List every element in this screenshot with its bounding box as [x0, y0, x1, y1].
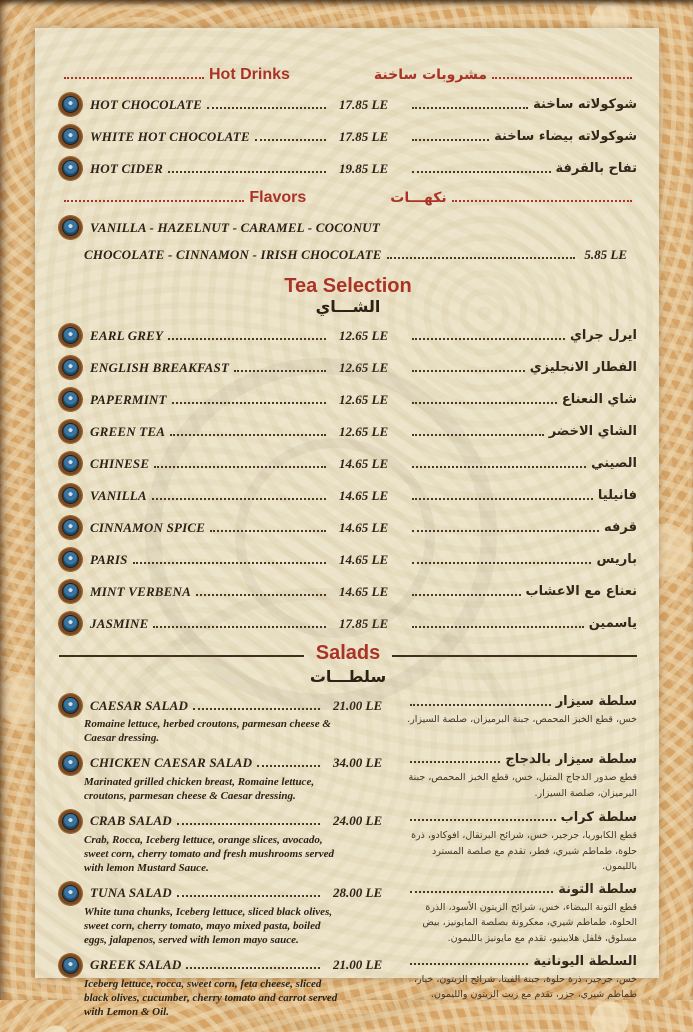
item-name-ar: السلطة اليونانية: [533, 953, 637, 969]
leader-dots: [255, 139, 326, 141]
salad-english-column: [59, 954, 401, 1020]
leader-dots: [193, 708, 320, 710]
item-price: 14.65 LE: [339, 583, 389, 599]
menu-item-row: [59, 93, 637, 116]
item-name-en: MINT VERBENA: [90, 583, 192, 599]
leader-dots: [412, 107, 528, 109]
leader-dots: [207, 107, 326, 109]
salad-item-block: [59, 882, 637, 948]
item-name-en: HOT CHOCOLATE: [90, 96, 203, 112]
leader-dots: [452, 200, 632, 202]
flavors-line-2: [84, 247, 627, 263]
item-arabic-cell: [407, 456, 637, 471]
item-description-en: Iceberg lettuce, rocca, sweet corn, feta cheese, sliced black olives, cucumber, cherry tomato and carrot served with Lemon & Oil.: [84, 977, 338, 1018]
leader-dots: [196, 594, 326, 596]
leader-dots: [412, 498, 593, 500]
leader-dots: [172, 402, 326, 404]
leader-dots: [410, 891, 553, 893]
item-description-ar: قطع التونة البيضاء، خس، شرائح الزيتون الأسود، الذرة الحلوة، طماطم شيري، معكرونة بصلصة المايونيز، بيض مسلوق، فلفل هلابينيو، تقدم مع مايونيز بالليمون.: [422, 901, 637, 945]
item-arabic-cell: [407, 328, 637, 343]
leader-dots: [210, 530, 326, 532]
leader-dots: [177, 895, 320, 897]
section-header-tea: [59, 275, 637, 316]
item-description-ar: قطع الكابوريا، جرجير، خس، شرائح البرتقال، افوكادو، ذرة حلوة، طماطم شيري، فطر، تقدم مع صلصة المسترد بالليمون.: [411, 829, 637, 873]
salad-title-row: [59, 882, 401, 905]
item-arabic-cell: [407, 584, 637, 599]
item-description-en: Marinated grilled chicken breast, Romaine lettuce, croutons, parmesan cheese & Caesar dressing.: [84, 775, 315, 802]
menu-item-row: [59, 388, 637, 411]
leader-dots: [410, 963, 528, 965]
medallion-bullet-icon: [59, 954, 82, 977]
item-name-en: TUNA SALAD: [90, 885, 172, 901]
item-description-en: Romaine lettuce, herbed croutons, parmesan cheese & Caesar dressing.: [84, 718, 331, 744]
leader-dots: [64, 77, 204, 79]
item-name-ar: شاي النعناع: [561, 392, 637, 407]
leader-dots: [412, 402, 557, 404]
flavors-line-1: [59, 216, 637, 239]
leader-dots: [387, 257, 576, 259]
item-name-ar: فانيليا: [597, 488, 637, 503]
salad-title-row-ar: [405, 752, 637, 767]
leader-dots: [412, 171, 551, 173]
leader-dots: [412, 139, 489, 141]
section-header-flavors: [59, 189, 637, 207]
item-name-ar: الصيني: [591, 456, 637, 471]
salad-english-column: [59, 810, 401, 876]
medallion-bullet-icon: [59, 612, 82, 635]
leader-dots: [412, 594, 521, 596]
medallion-bullet-icon: [59, 125, 82, 148]
item-name-en: CHICKEN CAESAR SALAD: [90, 755, 253, 771]
item-price: 19.85 LE: [339, 160, 389, 176]
leader-dots: [133, 562, 326, 564]
section-title-en: Flavors: [249, 189, 307, 206]
salad-title-row: [59, 752, 401, 775]
item-arabic-cell: [407, 552, 637, 567]
salad-item-block: [59, 954, 637, 1020]
item-name-en: CAESAR SALAD: [90, 697, 189, 713]
salad-arabic-column: [405, 810, 637, 876]
salad-title-row-ar: [405, 882, 637, 897]
leader-dots: [170, 434, 326, 436]
item-price: 12.65 LE: [339, 327, 389, 343]
medallion-bullet-icon: [59, 452, 82, 475]
item-name-ar: نعناع مع الاعشاب: [525, 584, 637, 599]
section-header-salads: [59, 644, 637, 667]
item-price: 17.85 LE: [339, 128, 389, 144]
leader-dots: [410, 704, 551, 706]
leader-dots: [412, 466, 586, 468]
item-name-en: ENGLISH BREAKFAST: [90, 359, 230, 375]
leader-dots: [168, 171, 326, 173]
section-title-en: Tea Selection: [284, 275, 412, 297]
leader-dots: [152, 498, 326, 500]
item-name-ar: الفطار الانجليزي: [529, 360, 637, 375]
flavors-text: CHOCOLATE - CINNAMON - IRISH CHOCOLATE: [84, 247, 382, 262]
medallion-bullet-icon: [59, 752, 82, 775]
section-title-ar: سلطـــات: [309, 667, 387, 686]
item-name-ar: سلطة التونة: [558, 881, 637, 897]
salad-arabic-column: [405, 882, 637, 948]
item-price: 14.65 LE: [339, 519, 389, 535]
menu-item-row: [59, 157, 637, 180]
item-name-ar: سلطة سيزار بالدجاج: [505, 751, 637, 767]
item-name-en: CHINESE: [90, 455, 150, 471]
leader-dots: [412, 562, 591, 564]
leader-dots: [177, 823, 320, 825]
leader-dots: [234, 370, 326, 372]
item-name-en: CRAB SALAD: [90, 813, 172, 829]
item-arabic-cell: [407, 129, 637, 144]
item-price: 17.85 LE: [339, 96, 389, 112]
salad-arabic-column: [405, 954, 637, 1020]
section-title-ar: الشـــاي: [315, 297, 381, 316]
medallion-bullet-icon: [59, 420, 82, 443]
salad-title-row: [59, 694, 401, 717]
item-name-en: EARL GREY: [90, 327, 164, 343]
leader-dots: [412, 626, 584, 628]
item-name-en: VANILLA: [90, 487, 147, 503]
item-name-en: WHITE HOT CHOCOLATE: [90, 128, 250, 144]
item-price: 14.65 LE: [339, 551, 389, 567]
leader-dots: [412, 370, 525, 372]
item-description-ar: خس، قطع الخبز المحمص، جبنة البرميزان، صلصة السيزار.: [407, 714, 637, 725]
leader-dots: [153, 626, 326, 628]
item-price: 17.85 LE: [339, 615, 389, 631]
section-title-en: Salads: [315, 642, 381, 664]
leader-dots: [154, 466, 326, 468]
item-price: 12.65 LE: [339, 391, 389, 407]
medallion-bullet-icon: [59, 810, 82, 833]
salad-item-block: [59, 694, 637, 746]
menu-item-row: [59, 516, 637, 539]
salad-english-column: [59, 882, 401, 948]
item-name-en: CINNAMON SPICE: [90, 519, 206, 535]
item-arabic-cell: [407, 616, 637, 631]
medallion-bullet-icon: [59, 324, 82, 347]
item-price: 14.65 LE: [339, 487, 389, 503]
menu-item-row: [59, 612, 637, 635]
item-name-ar: ايرل جراي: [569, 328, 637, 343]
item-arabic-cell: [407, 392, 637, 407]
divider-line: [59, 655, 304, 657]
menu-item-row: [59, 548, 637, 571]
salad-english-column: [59, 694, 401, 746]
item-description-ar: خس، جرجير، ذرة حلوة، جبنة الفيتا، شرائح الزيتون، خيار، طماطم شيري، جزر، تقدم مع زيت الزيتون والليمون.: [413, 973, 637, 1001]
item-price: 28.00 LE: [333, 885, 383, 901]
medallion-bullet-icon: [59, 388, 82, 411]
item-name-ar: سلطة كراب: [560, 809, 637, 825]
item-name-en: HOT CIDER: [90, 160, 163, 176]
menu-item-row: [59, 484, 637, 507]
leader-dots: [412, 338, 565, 340]
salad-title-row-ar: [405, 694, 637, 709]
menu-panel: [35, 28, 659, 1018]
menu-item-row: [59, 125, 637, 148]
salad-title-row-ar: [405, 954, 637, 969]
leader-dots: [168, 338, 326, 340]
item-price: 21.00 LE: [333, 697, 383, 713]
salad-title-row: [59, 810, 401, 833]
salad-arabic-column: [405, 694, 637, 746]
section-title-en: Hot Drinks: [209, 66, 290, 83]
menu-item-row: [59, 580, 637, 603]
item-name-ar: تفاح بالقرفة: [555, 161, 637, 176]
salad-title-row: [59, 954, 401, 977]
divider-line: [392, 655, 637, 657]
item-arabic-cell: [407, 520, 637, 535]
medallion-bullet-icon: [59, 356, 82, 379]
leader-dots: [412, 434, 544, 436]
leader-dots: [186, 967, 320, 969]
item-description-ar: قطع صدور الدجاج المتبل، خس، قطع الخبز المحمص، جبنة البرميزان، صلصة السيزار.: [408, 771, 637, 799]
salad-item-block: [59, 752, 637, 804]
item-price: 14.65 LE: [339, 455, 389, 471]
salad-title-row-ar: [405, 810, 637, 825]
medallion-bullet-icon: [59, 516, 82, 539]
item-name-ar: قرفه: [604, 520, 637, 535]
medallion-bullet-icon: [59, 157, 82, 180]
medallion-bullet-icon: [59, 93, 82, 116]
leader-dots: [64, 200, 244, 202]
item-name-en: PARIS: [90, 551, 128, 567]
item-description-en: Crab, Rocca, Iceberg lettuce, orange slices, avocado, sweet corn, cherry tomato and fresh mushrooms served with lemon Mustard Sauce.: [84, 833, 334, 874]
medallion-bullet-icon: [59, 484, 82, 507]
item-description-en: White tuna chunks, Iceberg lettuce, sliced black olives, sweet corn, cherry tomato, mayo mixed pasta, boiled eggs, jalapenos, served with lemon mayo sauce.: [84, 905, 333, 946]
salad-item-block: [59, 810, 637, 876]
item-price: 12.65 LE: [339, 359, 389, 375]
salad-english-column: [59, 752, 401, 804]
section-header-hot-drinks: [59, 66, 637, 84]
leader-dots: [410, 761, 500, 763]
item-arabic-cell: [407, 424, 637, 439]
item-name-ar: سلطة سيزار: [555, 694, 637, 709]
menu-item-row: [59, 452, 637, 475]
leader-dots: [412, 530, 599, 532]
item-arabic-cell: [407, 360, 637, 375]
item-price: 12.65 LE: [339, 423, 389, 439]
item-name-ar: ياسمين: [588, 616, 637, 631]
leader-dots: [257, 765, 320, 767]
item-price: 21.00 LE: [333, 957, 383, 973]
flavors-text: VANILLA - HAZELNUT - CARAMEL - COCONUT: [90, 219, 381, 235]
section-title-ar: مشروبات ساخنة: [373, 67, 488, 83]
medallion-bullet-icon: [59, 694, 82, 717]
item-name-ar: شوكولاته بيضاء ساخنة: [494, 129, 637, 144]
menu-item-row: [59, 356, 637, 379]
leader-dots: [492, 77, 632, 79]
item-name-en: JASMINE: [90, 615, 149, 631]
medallion-bullet-icon: [59, 580, 82, 603]
item-name-ar: الشاي الاخضر: [548, 424, 637, 439]
item-name-ar: باريس: [596, 552, 637, 567]
item-name-en: GREEK SALAD: [90, 957, 182, 973]
leader-dots: [410, 819, 556, 821]
item-price: 34.00 LE: [333, 755, 383, 771]
item-arabic-cell: [407, 97, 637, 112]
medallion-bullet-icon: [59, 216, 82, 239]
item-price: 5.85 LE: [584, 247, 627, 262]
item-name-ar: شوكولاته ساخنة: [533, 97, 637, 112]
item-name-en: GREEN TEA: [90, 423, 166, 439]
item-arabic-cell: [407, 488, 637, 503]
item-arabic-cell: [407, 161, 637, 176]
item-name-en: PAPERMINT: [90, 391, 167, 407]
medallion-bullet-icon: [59, 548, 82, 571]
section-title-ar: نكهـــات: [390, 190, 447, 206]
medallion-bullet-icon: [59, 882, 82, 905]
menu-item-row: [59, 324, 637, 347]
item-price: 24.00 LE: [333, 813, 383, 829]
salad-arabic-column: [405, 752, 637, 804]
menu-item-row: [59, 420, 637, 443]
